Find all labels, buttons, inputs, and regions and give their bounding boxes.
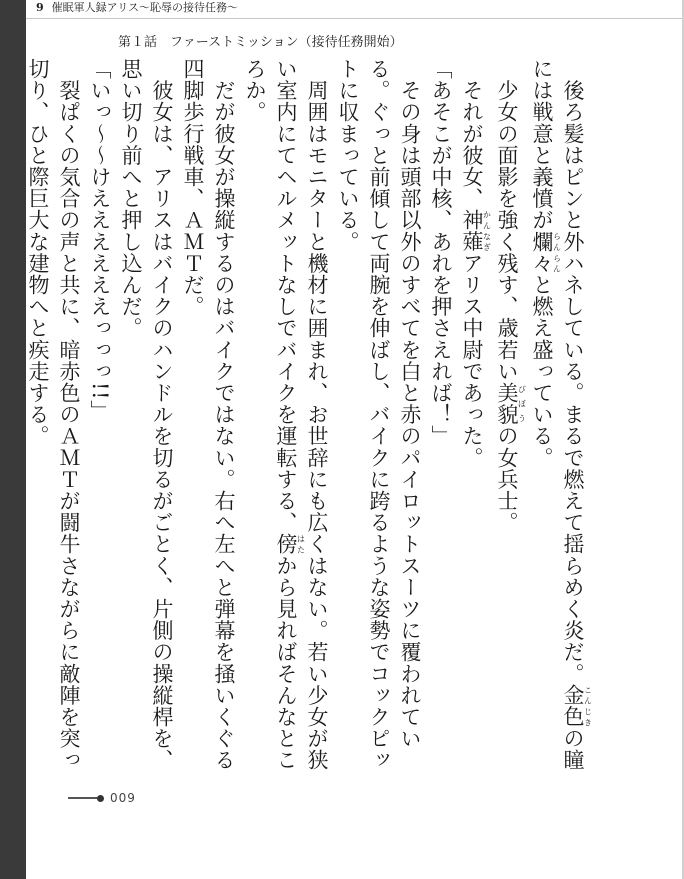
paragraph	[115, 58, 177, 778]
folio-number: 009	[110, 791, 136, 805]
footer-dot-icon	[97, 795, 104, 802]
text-run: の瞳には戦意と義憤が	[530, 58, 585, 771]
text-run: アリス中尉であった。	[460, 252, 484, 469]
text-run: から見ればそんなところか。	[243, 58, 298, 771]
ruby-word	[274, 533, 306, 555]
running-head	[36, 1, 238, 15]
paragraph	[491, 58, 526, 778]
text-run: 後ろ髪はピンと外ハネしている。まるで燃えて揺らめく炎だ。	[561, 79, 585, 685]
header-rule	[26, 18, 684, 19]
ruby-base: 傍	[274, 533, 298, 555]
ruby-base: 美貌	[495, 382, 519, 426]
text-run: 少女の面影を強く残す、歳若い	[495, 79, 519, 383]
text-run: 周囲はモニターと機材に囲まれ、お世辞にも広くはない。若い少女が狭い室内にてヘルメットなしでバイクを運転する、	[274, 58, 329, 771]
ruby-word	[561, 684, 593, 728]
running-head-page-number: 9	[36, 1, 44, 14]
paragraph	[332, 58, 425, 778]
ruby-base: 金色	[561, 684, 585, 728]
chapter-title: 第１話 ファーストミッション（接待任務開始）	[118, 35, 403, 50]
page-footer	[68, 788, 136, 808]
ruby-reading: こんじき	[583, 684, 593, 728]
text-run: 「いっ～～けええええええっっっ!!」	[88, 58, 112, 422]
ruby-reading: らんらん	[552, 230, 562, 274]
running-head-title: 催眠軍人録アリス～恥辱の接待任務～	[51, 1, 238, 14]
text-run: その身は頭部以外のすべてを白と赤のパイロットスーツに覆われている。ぐっと前傾して両腕を伸ばし、バイクに跨るような姿勢でコックピットに収まっている。	[336, 58, 422, 771]
footer-rule	[68, 797, 98, 799]
ruby-base: 神薙	[460, 209, 484, 253]
paragraph	[84, 58, 115, 778]
ruby-reading: びぼう	[517, 382, 527, 426]
paragraph	[22, 58, 84, 778]
vertical-body-text	[26, 58, 593, 778]
ruby-word	[530, 230, 562, 275]
ruby-word	[460, 209, 492, 253]
ruby-base: 爛々	[530, 230, 554, 275]
text-run: だが彼女が操縦するのはバイクではない。右へ左へと弾幕を掻いくぐる四脚歩行戦車、ＡＭＴだ。	[181, 58, 236, 771]
paragraph	[526, 58, 592, 778]
text-run: 裂ぱくの気合の声と共に、暗赤色のＡＭＴが闘牛さながらに敵陣を突っ切り、ひと際巨大な建物へと疾走する。	[26, 58, 81, 771]
text-run: 「あそこが中核、あれを押さえれば！」	[429, 58, 453, 447]
text-run: の女兵士。	[495, 425, 519, 534]
paragraph	[239, 58, 332, 778]
text-run: それが彼女、	[460, 79, 484, 210]
text-run: と燃え盛っている。	[530, 274, 554, 469]
ruby-reading: はた	[296, 533, 306, 555]
ruby-reading: かんなぎ	[482, 209, 492, 253]
paragraph	[177, 58, 239, 778]
text-run: 彼女は、アリスはバイクのハンドルを切るがごとく、片側の操縦桿を、思い切り前へと押し込んだ。	[119, 58, 174, 771]
ruby-word	[495, 382, 527, 426]
paragraph	[456, 58, 491, 778]
paragraph	[425, 58, 456, 778]
